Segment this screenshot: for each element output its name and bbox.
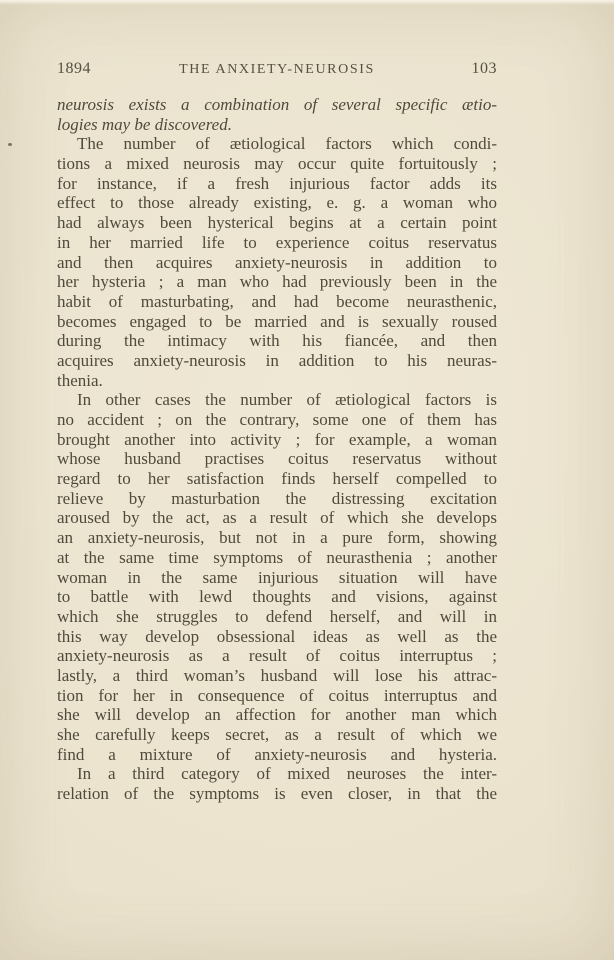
- text-line: and then acquires anxiety-neurosis in addition to: [57, 252, 497, 272]
- text-line: lastly, a third woman’s husband will lose his attrac-: [57, 665, 497, 685]
- text-line: at the same time symptoms of neurasthenia ; another: [57, 547, 497, 567]
- text-line: thenia.: [57, 370, 103, 390]
- text-line: In other cases the number of ætiological factors is: [77, 390, 497, 410]
- page-number: 103: [471, 60, 497, 77]
- text-line: she carefully keeps secret, as a result of which we: [57, 725, 497, 744]
- text-line: aroused by the act, as a result of which she develops: [57, 508, 497, 528]
- running-title: THE ANXIETY-NEUROSIS: [179, 62, 375, 77]
- text-line: her hysteria ; a man who had previously been in the: [57, 272, 497, 292]
- text-line: no accident ; on the contrary, some one of them has: [57, 410, 497, 429]
- ink-speck: [8, 143, 12, 146]
- text-line: in her married life to experience coitus reservatus: [57, 232, 497, 252]
- paragraph-2: [57, 390, 497, 764]
- text-line: to battle with lewd thoughts and visions, against: [57, 587, 497, 607]
- text-block: [57, 95, 497, 804]
- text-line: logies may be discovered.: [57, 114, 232, 134]
- text-line: brought another into activity ; for example, a woman: [57, 429, 497, 449]
- text-line: relieve by masturbation the distressing excitation: [57, 488, 497, 508]
- text-line: whose husband practises coitus reservatus without: [57, 449, 497, 469]
- paragraph-3: [57, 764, 497, 803]
- page-header: [57, 60, 497, 78]
- text-line: In a third category of mixed neuroses the inter-: [77, 764, 497, 784]
- text-line: effect to those already existing, e. g. a woman who: [57, 193, 497, 213]
- header-year: 1894: [57, 60, 91, 77]
- text-line: becomes engaged to be married and is sexually roused: [57, 311, 497, 331]
- text-line: acquires anxiety-neurosis in addition to his neuras-: [57, 350, 497, 370]
- text-line: she will develop an affection for another man which: [57, 705, 497, 725]
- text-line: relation of the symptoms is even closer, in that the: [57, 784, 497, 804]
- text-line: neurosis exists a combination of several specific ætio-: [57, 95, 497, 114]
- text-line: woman in the same injurious situation will have: [57, 567, 497, 587]
- text-line: anxiety-neurosis as a result of coitus interruptus ;: [57, 646, 497, 666]
- text-line: habit of masturbating, and had become neurasthenic,: [57, 291, 497, 311]
- text-line: during the intimacy with his fiancée, and then: [57, 331, 497, 351]
- text-line: had always been hysterical begins at a certain point: [57, 213, 497, 233]
- continuation-italic: [57, 95, 497, 134]
- text-line: tion for her in consequence of coitus interruptus and: [57, 685, 497, 705]
- text-line: find a mixture of anxiety-neurosis and hysteria.: [57, 744, 497, 764]
- text-line: an anxiety-neurosis, but not in a pure form, showing: [57, 528, 497, 548]
- text-line: The number of ætiological factors which condi-: [77, 134, 497, 154]
- text-line: for instance, if a fresh injurious factor adds its: [57, 173, 497, 193]
- text-line: regard to her satisfaction finds herself compelled to: [57, 469, 497, 489]
- text-line: this way develop obsessional ideas as well as the: [57, 626, 497, 646]
- text-line: tions a mixed neurosis may occur quite fortuitously ;: [57, 154, 497, 174]
- paragraph-1: [57, 134, 497, 390]
- text-line: which she struggles to defend herself, and will in: [57, 606, 497, 626]
